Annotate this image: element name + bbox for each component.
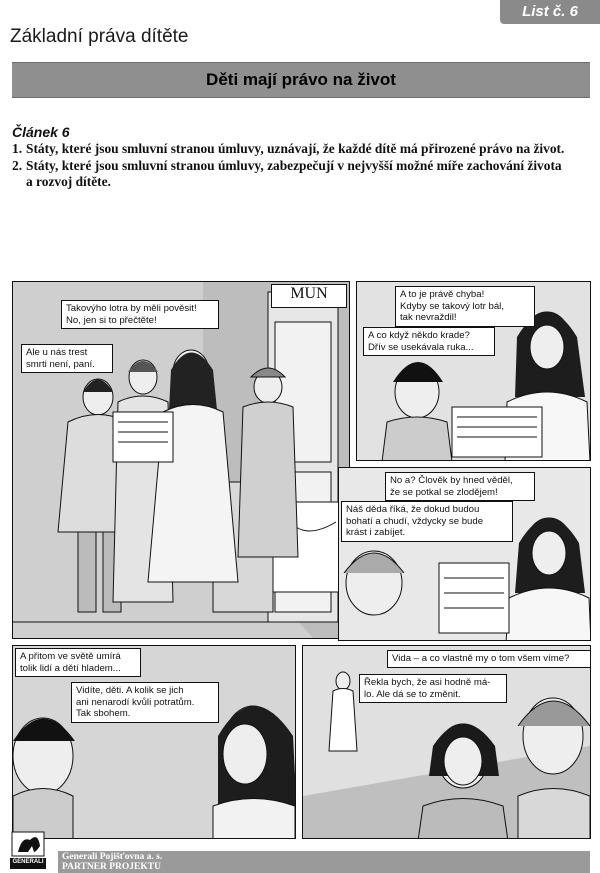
bubble-line: Ale u nás trest bbox=[26, 347, 88, 358]
speech-bubble bbox=[15, 648, 141, 677]
speech-bubble bbox=[341, 501, 513, 542]
comic-panel-2 bbox=[356, 281, 591, 461]
bubble-line: Takovýho lotra by měli pověsit! bbox=[66, 303, 197, 314]
sheet-tab: List č. 6 bbox=[500, 0, 600, 24]
speech-bubble bbox=[71, 682, 219, 723]
speech-bubble bbox=[21, 344, 113, 373]
shop-sign: MUN bbox=[271, 284, 347, 308]
bubble-line: ani nenarodí kvůli potratům. bbox=[76, 696, 195, 708]
article-item-1 bbox=[12, 141, 592, 157]
bubble-line: Řekla bych, že asi hodně má- bbox=[364, 677, 491, 688]
street-scene-illustration bbox=[13, 282, 349, 638]
comic-strip bbox=[12, 281, 590, 838]
speech-bubble bbox=[385, 472, 535, 501]
bubble-line: že se potkal se zlodějem! bbox=[390, 486, 498, 498]
footer-text bbox=[62, 852, 162, 872]
item-text: Státy, které jsou smluvní stranou úmluvy, zabezpečují v nejvyšší možné míře zachování života bbox=[26, 158, 562, 173]
footer-partner: PARTNER PROJEKTU bbox=[62, 862, 161, 872]
bubble-line: tolik lidí a dětí hladem... bbox=[20, 662, 121, 674]
banner-title: Děti mají právo na život bbox=[12, 62, 590, 98]
speech-bubble bbox=[359, 674, 507, 703]
bubble-line: Vida – a co vlastně my o tom všem víme? bbox=[392, 653, 570, 664]
bubble-line: lo. Ale dá se to změnit. bbox=[364, 688, 461, 700]
speech-bubble bbox=[363, 327, 495, 356]
bubble-line: No a? Člověk by hned věděl, bbox=[390, 475, 513, 486]
comic-panel-4 bbox=[12, 645, 296, 839]
bubble-line: Vidíte, děti. A kolik se jich bbox=[76, 685, 184, 696]
speech-bubble bbox=[61, 300, 219, 329]
bubble-line: A co když někdo krade? bbox=[368, 330, 470, 341]
bubble-line: A to je právě chyba! bbox=[400, 289, 485, 300]
comic-panel-1 bbox=[12, 281, 350, 639]
bubble-line: bohatí a chudí, vždycky se bude bbox=[346, 515, 484, 527]
bubble-line: Náš děda říká, že dokud budou bbox=[346, 504, 480, 515]
speech-bubble bbox=[395, 286, 535, 327]
item-number: 2. bbox=[12, 158, 23, 173]
item-number: 1. bbox=[12, 141, 23, 156]
bubble-line: Kdyby se takový lotr bál, bbox=[400, 300, 504, 312]
logo-label: GENERALI bbox=[12, 859, 44, 865]
article-title: Článek 6 bbox=[12, 124, 70, 140]
bubble-line: Tak sbohem. bbox=[76, 708, 131, 719]
comic-panel-3 bbox=[338, 467, 591, 641]
bubble-line: tak nevraždil! bbox=[400, 312, 457, 323]
bubble-line: A přitom ve světě umírá bbox=[20, 651, 121, 662]
speech-bubble bbox=[387, 650, 591, 668]
bubble-line: Dřív se usekávala ruka... bbox=[368, 341, 474, 353]
bubble-line: No, jen si to přečtěte! bbox=[66, 314, 157, 326]
bubble-line: smrti není, paní. bbox=[26, 358, 95, 370]
bubble-line: krást i zabíjet. bbox=[346, 527, 406, 538]
article-item-2 bbox=[12, 158, 592, 190]
generali-logo bbox=[10, 830, 46, 870]
item-text-continued: a rozvoj dítěte. bbox=[26, 174, 111, 189]
item-text: Státy, které jsou smluvní stranou úmluvy, uznávají, že každé dítě má přirozené právo na život. bbox=[26, 141, 565, 156]
document-title: Základní práva dítěte bbox=[10, 26, 189, 47]
comic-panel-5 bbox=[302, 645, 591, 839]
footer-company: Generali Pojišťovna a. s. bbox=[62, 852, 163, 862]
